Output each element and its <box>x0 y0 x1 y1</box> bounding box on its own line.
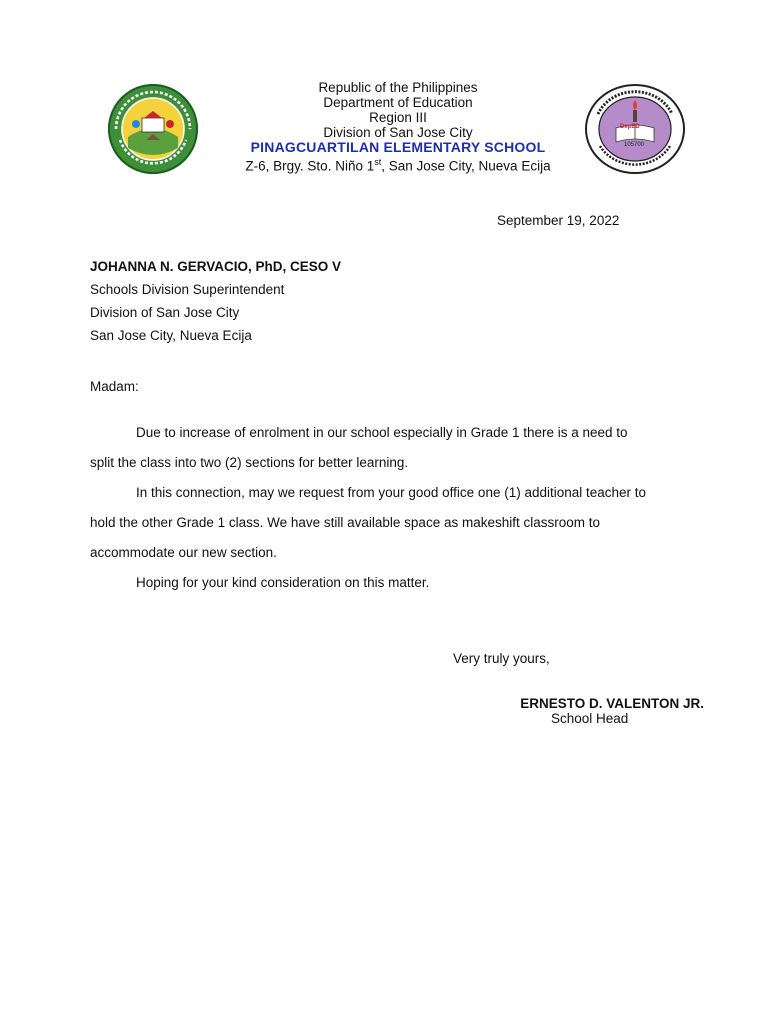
paragraph-3-line-1: Hoping for your kind consideration on this matter. <box>136 575 430 590</box>
signatory-name: ERNESTO D. VALENTON JR. <box>520 696 704 711</box>
seal-id-text: 105700 <box>624 142 645 148</box>
address-ordinal: st <box>374 157 382 167</box>
seal-deped-text: DepED <box>620 124 640 130</box>
paragraph-1-line-1: Due to increase of enrolment in our school especially in Grade 1 there is a need to <box>136 425 628 440</box>
paragraph-2-line-3: accommodate our new section. <box>90 545 277 560</box>
salutation: Madam: <box>90 379 139 394</box>
paragraph-1-line-2: split the class into two (2) sections for better learning. <box>90 455 409 470</box>
header-region: Region III <box>369 110 427 125</box>
header-division: Division of San Jose City <box>323 125 473 140</box>
recipient-name: JOHANNA N. GERVACIO, PhD, CESO V <box>90 259 342 274</box>
school-seal-logo <box>584 84 686 174</box>
signatory-title: School Head <box>551 711 629 726</box>
closing: Very truly yours, <box>453 651 550 666</box>
header-department: Department of Education <box>323 95 473 110</box>
school-name: PINAGCUARTILAN ELEMENTARY SCHOOL <box>250 139 546 155</box>
address-main: Z-6, Brgy. Sto. Niño 1 <box>245 158 375 174</box>
header-republic: Republic of the Philippines <box>318 80 478 95</box>
recipient-office: Division of San Jose City <box>90 305 240 320</box>
address-rest: , San Jose City, Nueva Ecija <box>381 158 551 174</box>
recipient-city: San Jose City, Nueva Ecija <box>90 328 252 343</box>
paragraph-2-line-2: hold the other Grade 1 class. We have still available space as makeshift classroom to <box>90 515 601 530</box>
paragraph-2-line-1: In this connection, may we request from your good office one (1) additional teacher to <box>136 485 647 500</box>
recipient-title: Schools Division Superintendent <box>90 282 285 297</box>
letter-date: September 19, 2022 <box>497 213 620 228</box>
letter-body <box>90 418 708 598</box>
